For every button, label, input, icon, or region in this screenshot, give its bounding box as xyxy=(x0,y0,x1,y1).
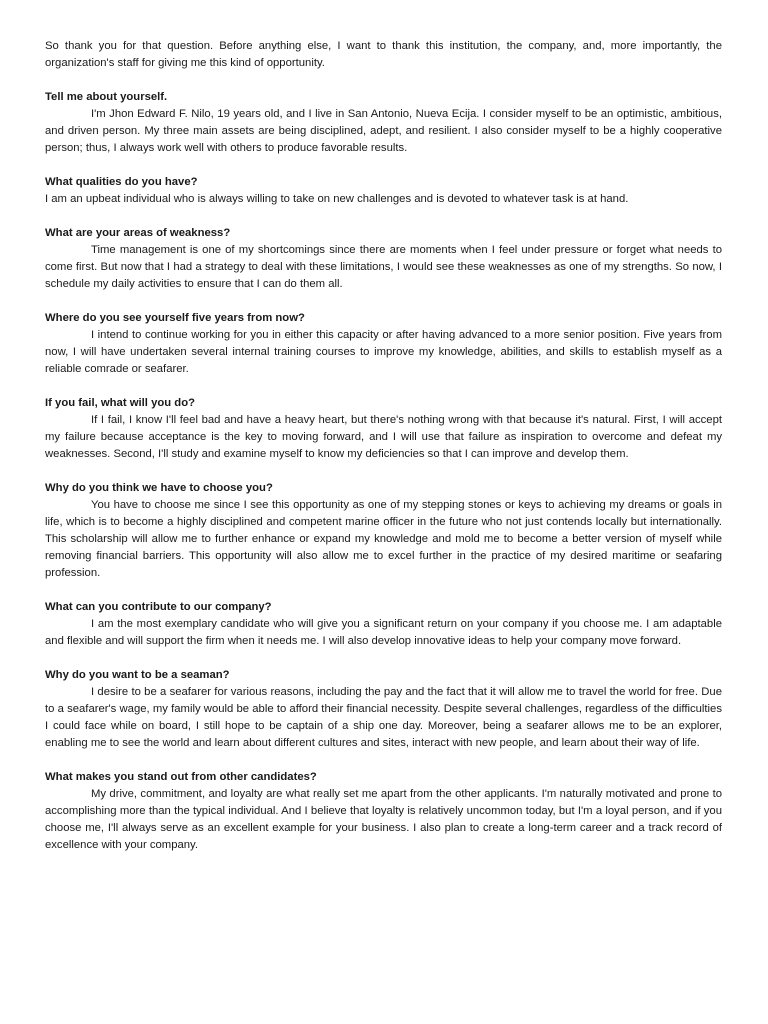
intro-paragraph: So thank you for that question. Before anything else, I want to thank this institution, the company, and, more importantly, the organization's staff for giving me this kind of opportunity. xyxy=(45,40,722,69)
answer-paragraph: You have to choose me since I see this opportunity as one of my stepping stones or keys to achieving my dreams or goals in life, which is to become a highly disciplined and competent marine officer in the future who not just contends locally but internationally. This scholarship will allow me to further enhance or expand my knowledge and mold me to become a better version of myself while removing financial barriers. This opportunity will also allow me to excel further in the practice of my desired maritime or seafaring profession. xyxy=(45,499,722,579)
question-heading: What makes you stand out from other candidates? xyxy=(45,771,317,783)
answer-paragraph: I desire to be a seafarer for various reasons, including the pay and the fact that it will allow me to travel the world for free. Due to a seafarer's wage, my family would be able to afford their financial necessity. Despite several challenges, regardless of the difficulties I could face while on board, I still hope to be captain of a ship one day. Moreover, being a seafarer allows me to be an explorer, enabling me to see the world and learn about different cultures and sites, interact with new people, and learn about their way of life. xyxy=(45,686,722,749)
qa-block-stand-out xyxy=(45,769,722,854)
answer-paragraph: Time management is one of my shortcomings since there are moments when I feel under pressure or forget what needs to come first. But now that I had a strategy to deal with these limitations, I would see these weaknesses as one of my strengths. So now, I schedule my daily activities to ensure that I can do them all. xyxy=(45,244,722,290)
document-page xyxy=(45,38,722,854)
question-heading: What qualities do you have? xyxy=(45,176,198,188)
answer-paragraph: If I fail, I know I'll feel bad and have a heavy heart, but there's nothing wrong with that because it's natural. First, I will accept my failure because acceptance is the key to moving forward, and I will use that failure as inspiration to overcome and defeat my weaknesses. Second, I'll study and examine myself to know my deficiencies so that I can improve and develop them. xyxy=(45,414,722,460)
question-heading: What can you contribute to our company? xyxy=(45,601,272,613)
qa-block-five-years xyxy=(45,310,722,378)
qa-block-weakness xyxy=(45,225,722,293)
question-heading: Where do you see yourself five years from now? xyxy=(45,312,305,324)
qa-block-qualities xyxy=(45,174,722,208)
answer-paragraph: I am the most exemplary candidate who will give you a significant return on your company if you choose me. I am adaptable and flexible and will support the firm when it needs me. I will also develop innovative ideas to help your company move forward. xyxy=(45,618,722,647)
question-heading: Why do you think we have to choose you? xyxy=(45,482,273,494)
question-heading: If you fail, what will you do? xyxy=(45,397,195,409)
qa-block-contribute xyxy=(45,599,722,650)
qa-block-choose-you xyxy=(45,480,722,582)
answer-paragraph: My drive, commitment, and loyalty are what really set me apart from the other applicants. I'm naturally motivated and prone to accomplishing more than the typical individual. And I believe that loyalty is relatively uncommon today, but I'm a loyal person, and if you choose me, I'll always serve as an excellent example for your business. I also plan to create a long-term career and a track record of excellence with your company. xyxy=(45,788,722,851)
qa-block-seaman xyxy=(45,667,722,752)
question-heading: What are your areas of weakness? xyxy=(45,227,231,239)
question-heading: Tell me about yourself. xyxy=(45,91,168,103)
answer-paragraph: I'm Jhon Edward F. Nilo, 19 years old, and I live in San Antonio, Nueva Ecija. I consider myself to be an optimistic, ambitious, and driven person. My three main assets are being disciplined, adept, and resilient. I also consider myself to be a highly cooperative person; thus, I always work well with others to produce favorable results. xyxy=(45,108,722,154)
qa-block-about-yourself xyxy=(45,89,722,157)
answer-paragraph: I intend to continue working for you in either this capacity or after having advanced to a more senior position. Five years from now, I will have undertaken several internal training courses to improve my knowledge, abilities, and skills to establish myself as a reliable comrade or seafarer. xyxy=(45,329,722,375)
question-heading: Why do you want to be a seaman? xyxy=(45,669,230,681)
qa-block-if-you-fail xyxy=(45,395,722,463)
answer-paragraph: I am an upbeat individual who is always willing to take on new challenges and is devoted to whatever task is at hand. xyxy=(45,193,629,205)
